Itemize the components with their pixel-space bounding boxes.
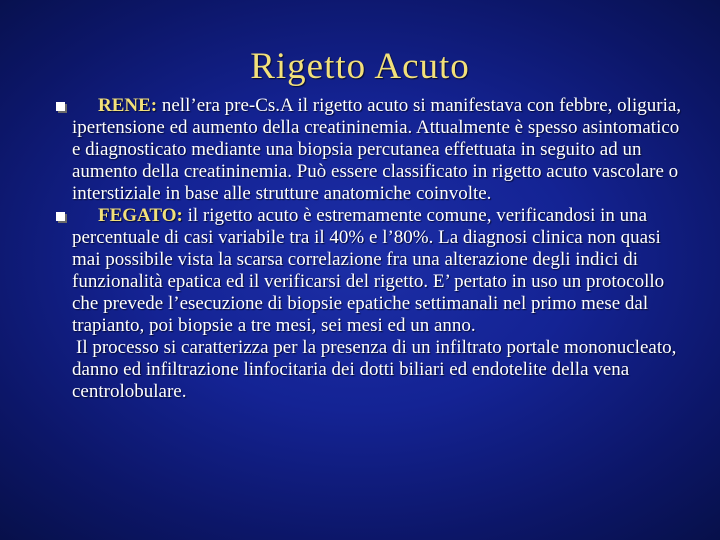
bullet-heading-fegato: FEGATO:: [98, 205, 183, 226]
closing-paragraph: [72, 337, 690, 403]
slide-body: [72, 95, 690, 403]
slide-title: Rigetto Acuto: [250, 46, 470, 87]
bullet-text-fegato: il rigetto acuto è estremamente comune, verificandosi in una percentuale di casi variabile tra il 40% e l’80%. La diagnosi clinica non quasi mai possibile vista la scarsa correlazione fra una alterazione degli indici di funzionalità epatica ed il verificarsi del rigetto. E’ pertato in uso un protocollo che prevede l’esecuzione di biopsie epatiche settimanali nel primo mese dal trapianto, poi biopsie a tre mesi, sei mesi ed un anno.: [72, 205, 665, 336]
bullet-text-rene: nell’era pre-Cs.A il rigetto acuto si manifestava con febbre, oliguria, ipertensione ed aumento della creatininemia. Attualmente è spesso asintomatico e diagnosticato mediante una biopsia percutanea effettuata in seguito ad un aumento della creatininemia. Può essere classificato in rigetto acuto vascolare o interstiziale in base alle strutture anatomiche coinvolte.: [72, 95, 682, 204]
closing-text: Il processo si caratterizza per la presenza di un infiltrato portale mononucleato, danno ed infiltrazione linfocitaria dei dotti biliari ed endotelite della vena centrolobulare.: [72, 337, 677, 402]
square-bullet-icon: [56, 102, 65, 111]
square-bullet-icon: [56, 212, 65, 221]
bullet-rene: [72, 95, 690, 205]
bullet-fegato: [72, 205, 690, 337]
bullet-heading-rene: RENE:: [98, 95, 158, 116]
